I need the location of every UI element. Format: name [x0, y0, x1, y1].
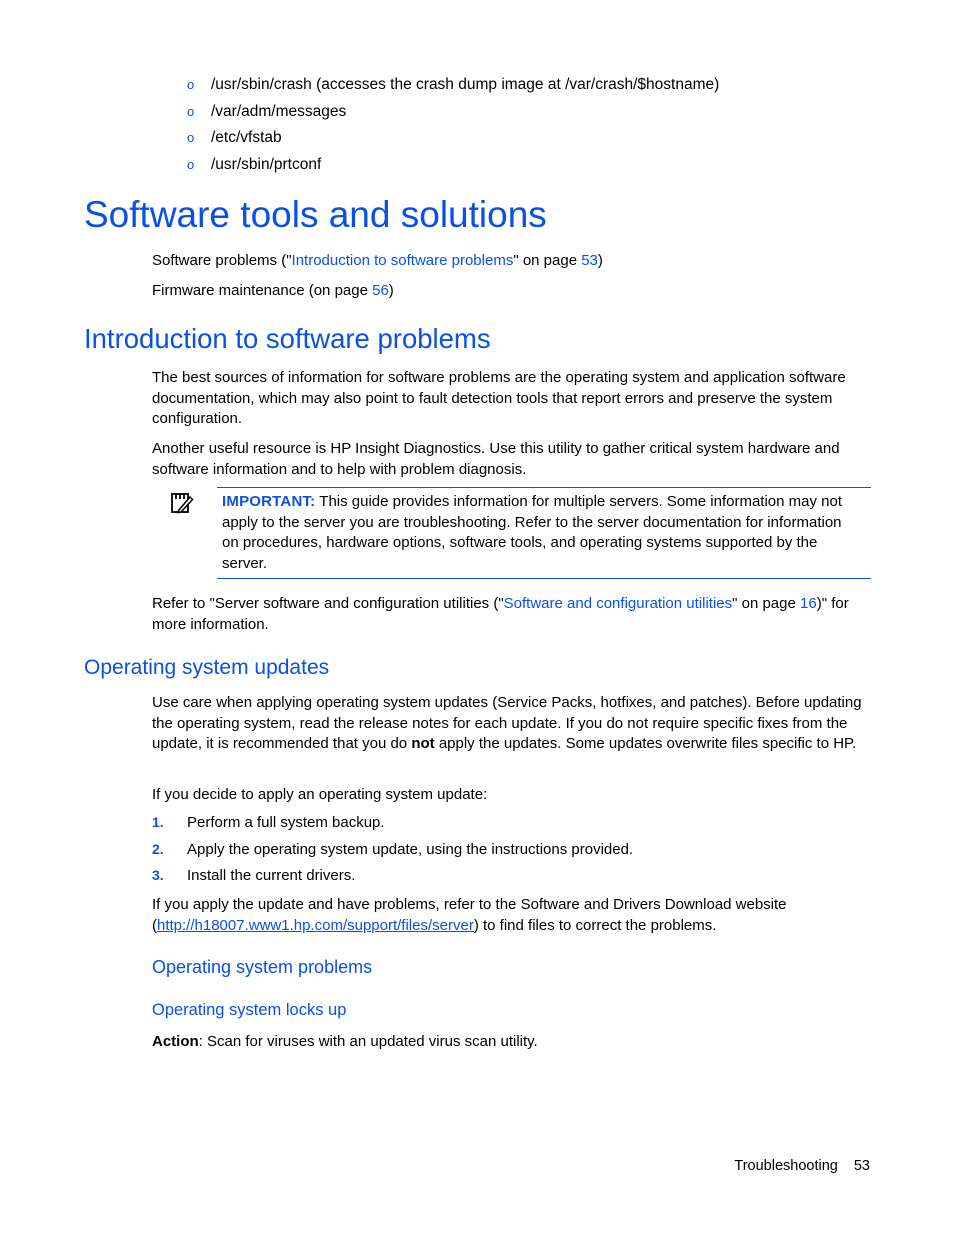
list-item	[152, 839, 633, 866]
step-number: 1.	[152, 814, 164, 830]
list-item	[187, 101, 719, 128]
list-item	[187, 127, 719, 154]
bullet-marker: o	[187, 77, 195, 92]
emphasis-not: not	[411, 735, 435, 752]
firmware-maintenance-xref	[152, 281, 874, 302]
bullet-text: /etc/vfstab	[211, 129, 282, 147]
section-heading-intro-software-problems: Introduction to software problems	[84, 323, 491, 354]
important-label: IMPORTANT:	[222, 493, 316, 510]
bullet-marker: o	[187, 103, 195, 119]
xref-text: " on page	[513, 252, 582, 269]
page-56-link[interactable]: 56	[372, 282, 389, 299]
important-note-icon	[170, 491, 194, 515]
list-item	[187, 154, 719, 181]
bullet-text: /usr/sbin/prtconf	[211, 156, 322, 174]
list-item	[152, 865, 633, 892]
bullet-text: /usr/sbin/crash (accesses the crash dump image at /var/crash/$hostname)	[211, 76, 720, 93]
update-steps-list	[152, 812, 633, 892]
os-updates-paragraph-3	[152, 895, 874, 936]
important-text: This guide provides information for multiple servers. Some information may not apply to the server you are troubleshooting. Refer to the server documentation for information on procedures, hardware options, software tools, and operating systems supported by the server.	[222, 493, 843, 572]
important-note-body	[222, 492, 862, 574]
refer-text: )" for more information.	[152, 595, 849, 633]
intro-software-problems-link[interactable]: Introduction to software problems	[291, 252, 514, 269]
paragraph-text: Use care when applying operating system updates (Service Packs, hotfixes, and patches). Before updating the operating system, read the release notes for each update. If you do not require specific fixes from the update, it is recommended that you do	[152, 694, 862, 752]
bullet-marker: o	[187, 130, 195, 146]
section-heading-software-tools: Software tools and solutions	[84, 194, 547, 235]
list-item	[152, 812, 633, 839]
section-heading-os-locks-up: Operating system locks up	[152, 1001, 347, 1019]
step-number: 2.	[152, 840, 164, 857]
xref-text: Software problems ("	[152, 252, 292, 269]
os-updates-paragraph-2: If you decide to apply an operating system update:	[152, 786, 488, 803]
page-16-link[interactable]: 16	[800, 595, 817, 612]
step-text: Apply the operating system update, using the instructions provided.	[187, 840, 634, 858]
step-text: Perform a full system backup.	[187, 814, 385, 831]
intro-paragraph-1: The best sources of information for software problems are the operating system and application software documentation, which may also point to fault detection tools that report errors and preserve the system configuration.	[152, 369, 846, 427]
software-config-utilities-link[interactable]: Software and configuration utilities	[503, 595, 733, 612]
xref-text: )	[597, 252, 603, 269]
paragraph-text: apply the updates. Some updates overwrite files specific to HP.	[434, 735, 857, 752]
paragraph-text: If you apply the update and have problems, refer to the Software and Drivers Download website (	[152, 896, 787, 934]
action-text: : Scan for viruses with an updated virus scan utility.	[198, 1033, 538, 1050]
software-problems-xref	[152, 251, 874, 272]
bullet-text: /var/adm/messages	[211, 102, 347, 120]
drivers-download-url-link[interactable]: http://h18007.www1.hp.com/support/files/server	[157, 916, 474, 934]
step-number: 3.	[152, 867, 164, 884]
page-53-link[interactable]: 53	[581, 252, 598, 269]
action-paragraph	[152, 1032, 874, 1053]
intro-paragraph-2: Another useful resource is HP Insight Diagnostics. Use this utility to gather critical system hardware and software information and to help with problem diagnosis.	[152, 440, 840, 478]
refer-to-paragraph	[152, 594, 874, 635]
section-heading-os-updates: Operating system updates	[84, 656, 330, 679]
xref-text: )	[388, 282, 394, 299]
xref-text: Firmware maintenance (on page	[152, 282, 373, 299]
list-item	[187, 74, 719, 101]
footer-section-name: Troubleshooting	[734, 1158, 838, 1174]
os-updates-paragraph-1	[152, 693, 874, 755]
action-label: Action	[152, 1033, 199, 1050]
footer-page-number: 53	[853, 1158, 870, 1174]
refer-text: Refer to "Server software and configuration utilities ("	[152, 595, 504, 612]
section-heading-os-problems: Operating system problems	[152, 957, 373, 977]
bullet-marker: o	[187, 157, 195, 173]
important-note-box	[217, 487, 871, 579]
paragraph-text: ) to find files to correct the problems.	[473, 916, 717, 934]
file-bullet-list	[187, 74, 719, 181]
page-footer	[734, 1158, 870, 1174]
step-text: Install the current drivers.	[187, 867, 356, 885]
refer-text: " on page	[732, 595, 801, 612]
